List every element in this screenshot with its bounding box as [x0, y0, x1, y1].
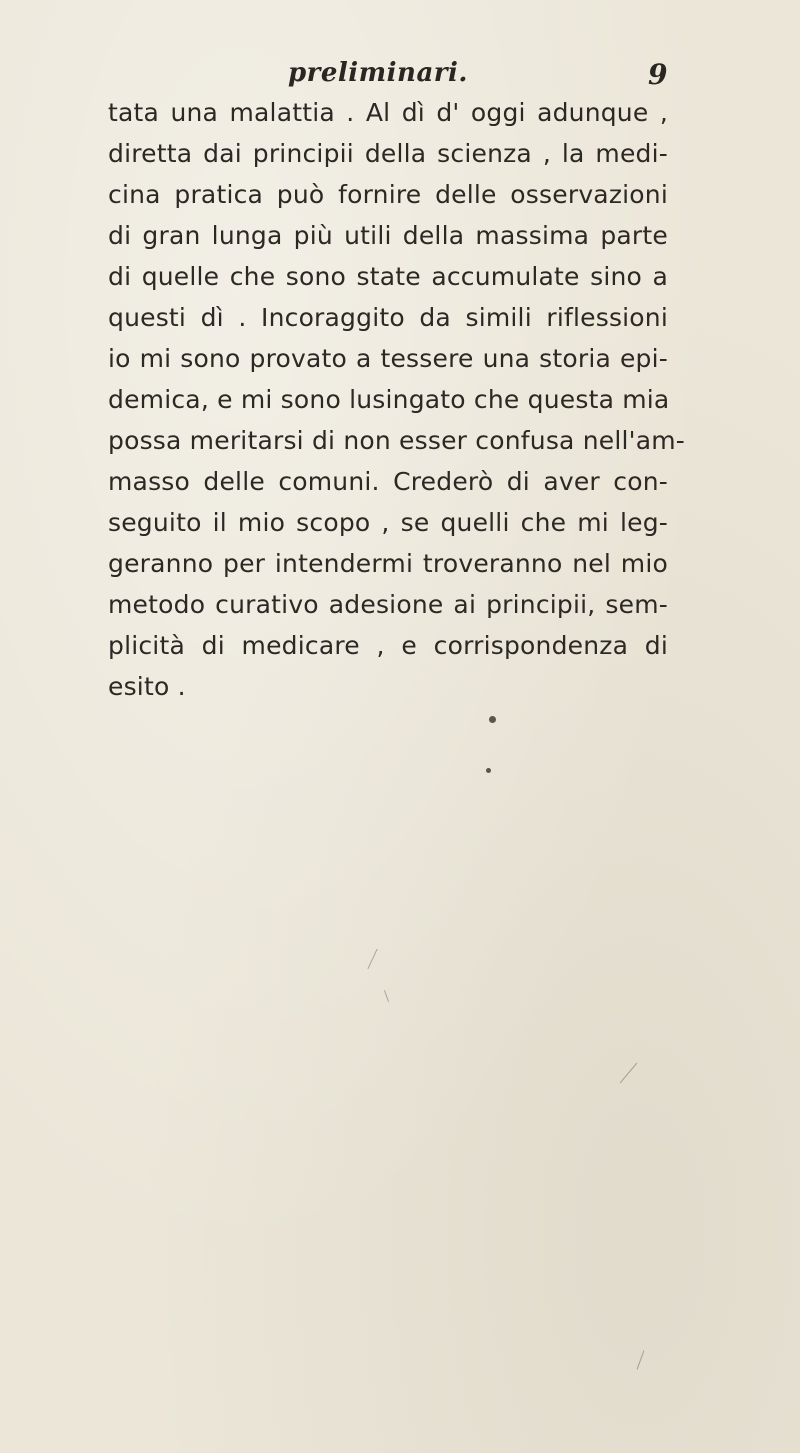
body-text [108, 92, 685, 707]
text-line: masso delle comuni. Crederò di aver con- [108, 467, 668, 496]
page-number: 9 [648, 58, 668, 91]
text-line: plicità di medicare , e corrispondenza di [108, 631, 668, 660]
text-line: geranno per intendermi troveranno nel mio [108, 549, 668, 578]
text-line: questi dì . Incoraggito da simili riflessioni [108, 303, 668, 332]
text-line: di gran lunga più utili della massima parte [108, 221, 668, 250]
text-line: di quelle che sono state accumulate sino a [108, 262, 668, 291]
text-line: io mi sono provato a tessere una storia epi- [108, 344, 668, 373]
text-line: possa meritarsi di non esser confusa nell'am- [108, 426, 685, 455]
text-line: esito . [108, 672, 186, 701]
text-line: seguito il mio scopo , se quelli che mi leg- [108, 508, 668, 537]
text-line: cina pratica può fornire delle osservazioni [108, 180, 668, 209]
text-line: tata una malattia . Al dì d' oggi adunque , [108, 98, 668, 127]
paper-speck [489, 716, 496, 723]
paper-speck [486, 768, 491, 773]
running-head: preliminari. [288, 58, 468, 88]
text-line: metodo curativo adesione ai principii, sem- [108, 590, 668, 619]
text-line: demica, e mi sono lusingato che questa mia [108, 385, 670, 414]
show-through-mark [367, 949, 377, 969]
show-through-mark [384, 990, 389, 1002]
text-line: diretta dai principii della scienza , la medi- [108, 139, 668, 168]
show-through-mark [637, 1350, 645, 1369]
show-through-mark [620, 1063, 637, 1084]
